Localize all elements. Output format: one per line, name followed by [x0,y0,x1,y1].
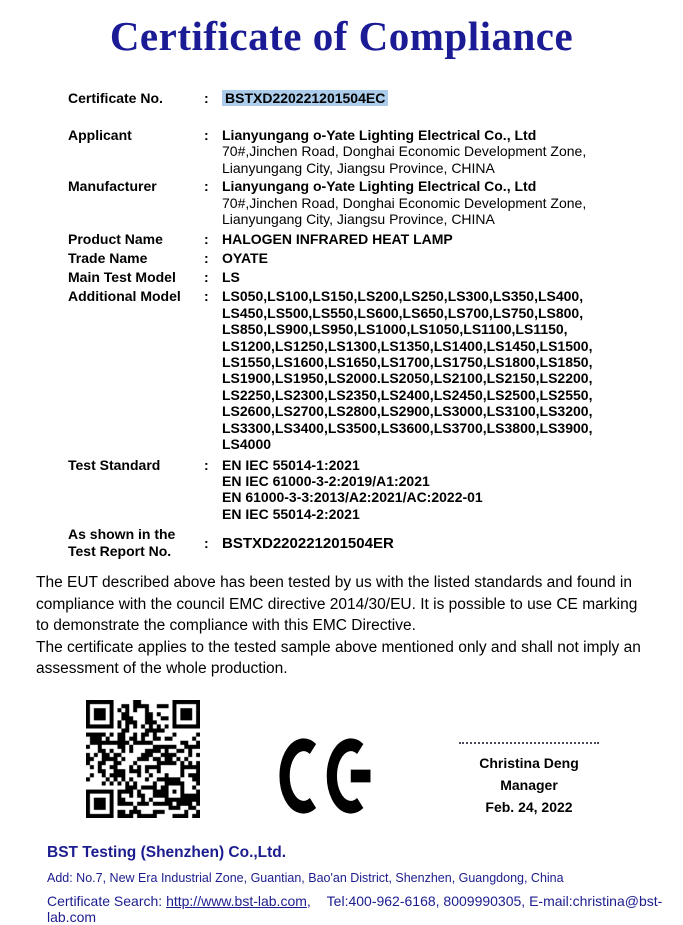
field-colon: : [204,250,209,267]
issuer-contact-info: Tel:400-962-6168, 8009990305, E-mail:christina@bst-lab.com [47,892,663,925]
additional-model-value: LS050,LS100,LS150,LS200,LS250,LS300,LS350,LS400, LS450,LS500,LS550,LS600,LS650,LS700,LS750,LS800, LS850,LS900,LS950,LS1000,LS1050,LS1100,LS1150, LS1200,LS1250,LS1300,LS1350,LS1400,LS1450,LS1500, LS1550,LS1600,LS1650,LS1700,LS1750,LS1800,LS1850, LS1900,LS1950,LS2000.LS2050,LS2100,LS2150,LS2200, LS2250,LS2300,LS2350,LS2400,LS2450,LS2500,LS2550, LS2600,LS2700,LS2800,LS2900,LS3000,LS3100,LS3200, LS3300,LS3400,LS3500,LS3600,LS3700,LS3800,LS3900, LS4000 [222,288,593,453]
trade-name-value: OYATE [222,250,268,267]
field-row-manufacturer [68,178,653,227]
applicant-company: Lianyungang o-Yate Lighting Electrical Co., Ltd [222,127,537,143]
signature-block [434,742,624,818]
field-label-manufacturer: Manufacturer [68,178,157,195]
field-row-trade-name [68,250,653,267]
applicant-address-line1: 70#,Jinchen Road, Donghai Economic Development Zone, [222,143,587,160]
signature-date: Feb. 24, 2022 [485,798,573,815]
declaration-text [36,572,649,680]
applicant-address-line2: Lianyungang City, Jiangsu Province, CHINA [222,159,495,176]
page-title: Certificate of Compliance [109,13,574,59]
marks-row [86,700,683,818]
field-colon: : [204,231,209,248]
declaration-paragraph-1: The EUT described above has been tested by us with the listed standards and found in compliance with the council EMC directive 2014/30/EU. It is possible to use CE marking to demonstrate the compliance with this EMC Directive. [36,574,638,635]
declaration-paragraph-2: The certificate applies to the tested sample above mentioned only and shall not imply an assessment of the whole production. [36,638,641,678]
field-colon: : [204,288,209,305]
field-row-main-test-model [68,269,653,286]
field-label-certificate-no: Certificate No. [68,90,163,106]
field-colon: : [204,127,209,143]
issuer-address: Add: No.7, New Era Industrial Zone, Guantian, Bao'an District, Shenzhen, Guangdong, China [47,870,564,885]
field-label-test-report-no: As shown in the Test Report No. [68,526,176,560]
field-row-test-standard [68,457,653,523]
field-colon: : [204,534,209,551]
field-label-trade-name: Trade Name [68,250,148,267]
certificate-search-line [47,893,683,925]
field-colon: : [204,90,209,106]
test-report-number-value: BSTXD220221201504ER [222,534,394,552]
certificate-page [0,12,683,925]
issuer-company-name: BST Testing (Shenzhen) Co.,Ltd. [47,843,287,861]
field-row-test-report-no [68,526,653,560]
url-suffix: , [306,892,311,909]
field-colon: : [204,269,209,286]
field-colon: : [204,178,209,195]
main-test-model-value: LS [222,269,240,286]
certificate-search-link[interactable]: http://www.bst-lab.com [166,892,307,909]
field-row-additional-model [68,288,653,452]
field-row-certificate-no [68,90,653,107]
product-name-value: HALOGEN INFRARED HEAT LAMP [222,231,453,248]
signature-line [459,742,599,744]
test-standard-value: EN IEC 55014-1:2021 EN IEC 61000-3-2:2019/A1:2021 EN 61000-3-3:2013/A2:2021/AC:2022-01 EN IEC 55014-2:2021 [222,456,483,522]
manufacturer-address-line1: 70#,Jinchen Road, Donghai Economic Development Zone, [222,194,587,211]
signatory-title: Manager [500,776,558,793]
field-row-applicant [68,127,653,176]
field-label-applicant: Applicant [68,127,132,143]
field-row-product-name [68,231,653,248]
qr-code [86,700,200,818]
certificate-fields [68,90,653,560]
field-label-main-test-model: Main Test Model [68,269,176,286]
field-label-test-standard: Test Standard [68,456,161,473]
manufacturer-address-line2: Lianyungang City, Jiangsu Province, CHINA [222,211,495,228]
field-label-product-name: Product Name [68,231,163,248]
ce-mark-icon [272,737,376,815]
certificate-number-value: BSTXD220221201504EC [222,90,388,106]
certificate-search-label: Certificate Search: [47,892,163,909]
signatory-name: Christina Deng [479,754,579,771]
field-colon: : [204,456,209,473]
field-label-additional-model: Additional Model [68,288,181,305]
footer [47,844,683,925]
manufacturer-company: Lianyungang o-Yate Lighting Electrical Co., Ltd [222,178,537,195]
